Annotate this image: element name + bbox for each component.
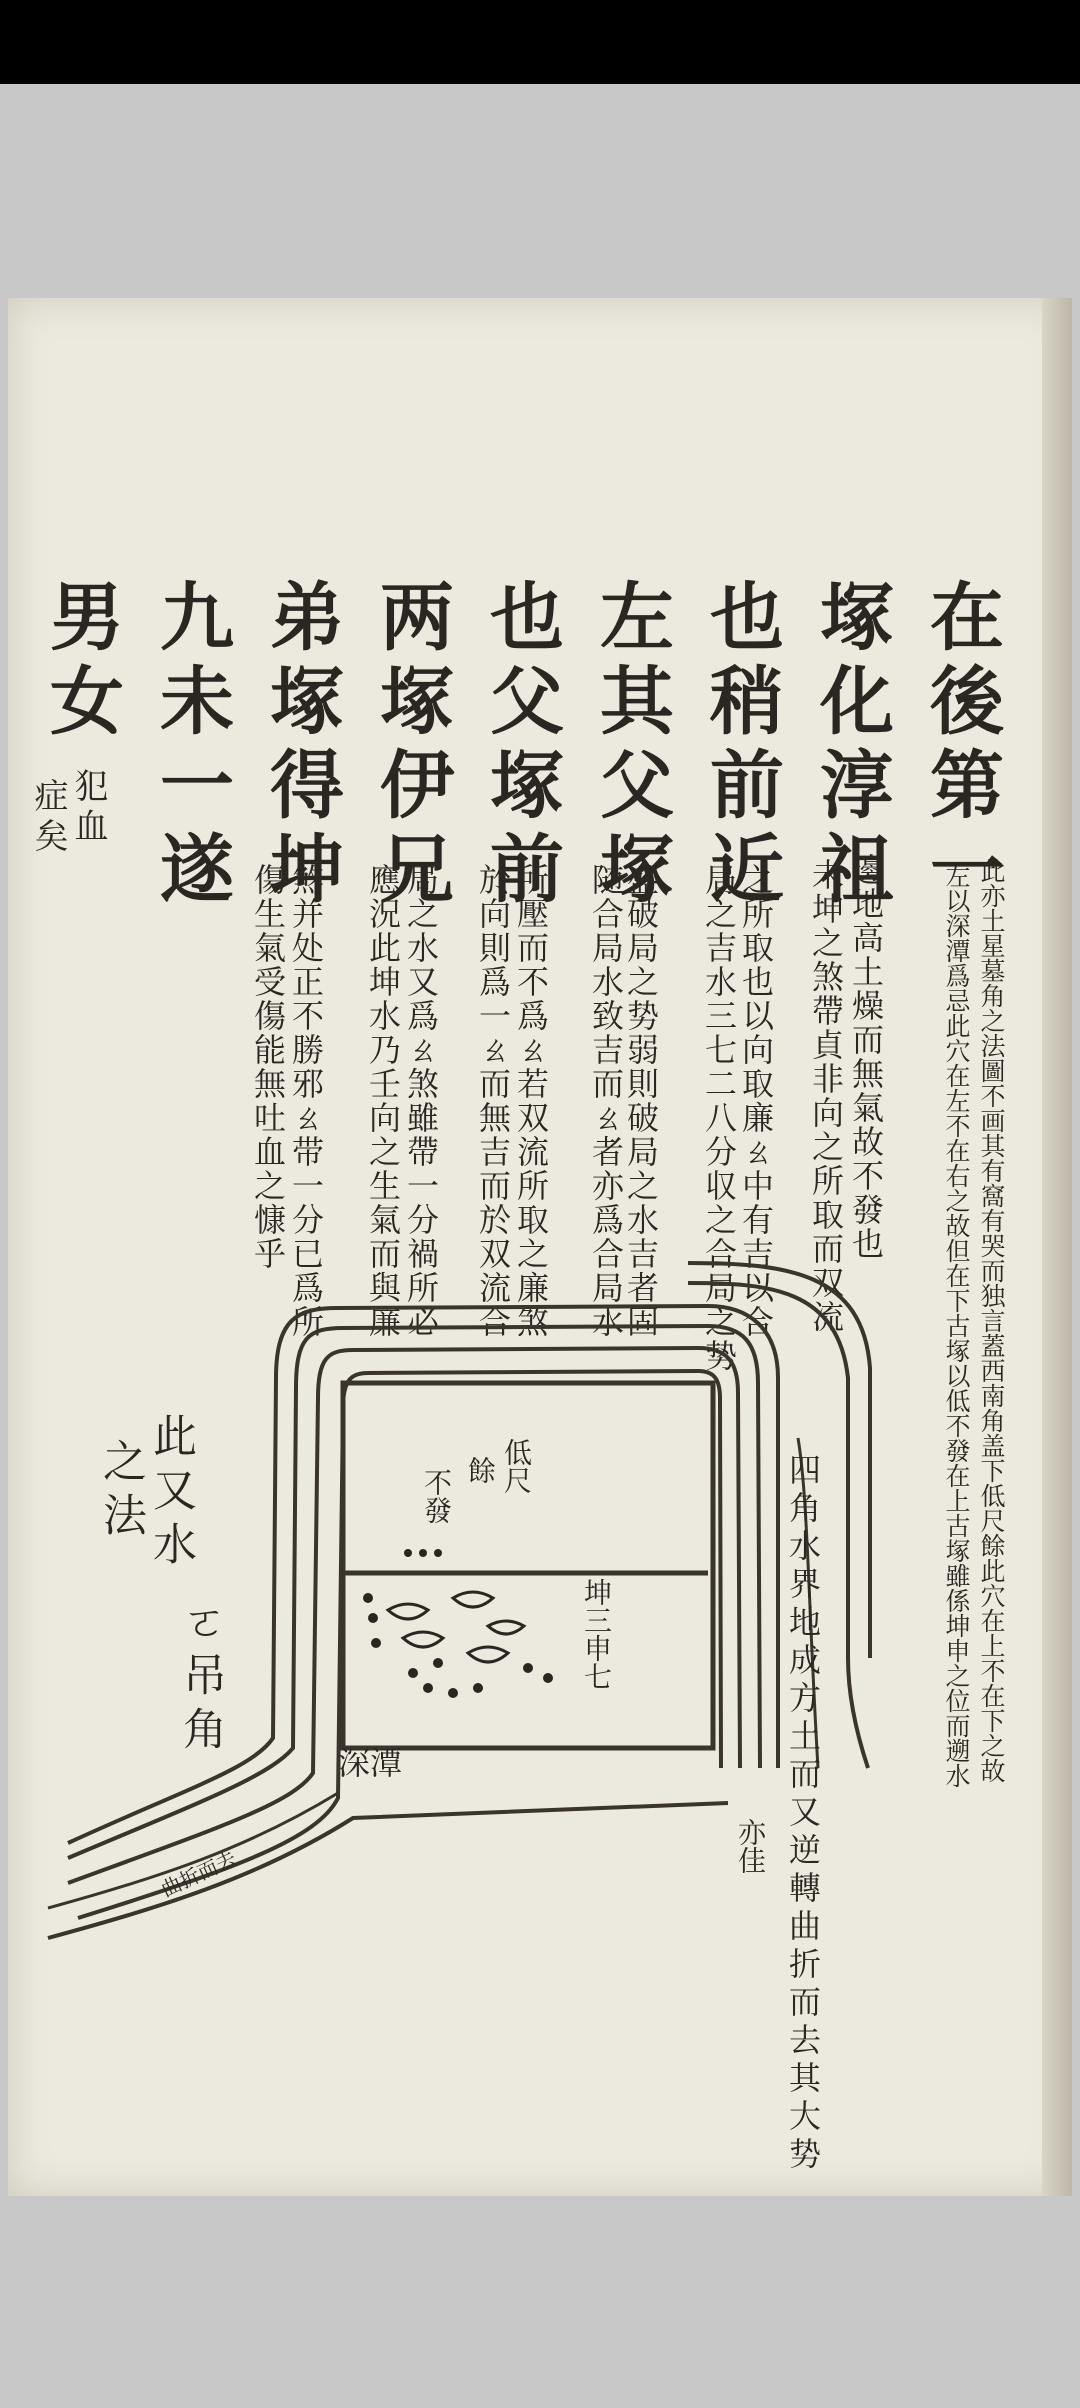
label-not-fa: 不發 — [420, 1468, 453, 1524]
label-four-corner: 四角水界地成方土而又逆轉曲折而去其大势 — [784, 1453, 822, 2175]
main-column-7: 弟塚得坤 — [258, 578, 344, 914]
main-column-3: 也稍前近 — [698, 578, 784, 914]
label-kun: 坤三申七 — [580, 1578, 613, 1690]
annotation-4: 未坤之煞帶貞非向之所取而双流 — [807, 858, 845, 1334]
annotation-11: 局之水又爲ㄠ煞雖帶一分禍所必 — [402, 863, 440, 1339]
label-also-good: 亦佳 — [734, 1818, 767, 1874]
main-column-2: 塚化淳祖 — [808, 578, 894, 914]
annotation-10: 於向則爲一ㄠ而無吉而於双流合 — [474, 863, 512, 1339]
main-column-9: 男女 — [38, 578, 124, 746]
annotation-12: 應況此坤水乃壬向之生氣而與廉 — [364, 863, 402, 1339]
annotation-6: 局之吉水三七二八分収之合局之势 — [700, 863, 738, 1373]
annotation-8: 随合局水致吉而ㄠ者亦爲合局水 — [587, 863, 625, 1339]
status-bar — [0, 0, 1080, 84]
annotation-3: 邊地高土燥而無氣故不發也 — [847, 853, 885, 1261]
main-column-1: 在後第一 — [918, 578, 1004, 914]
diagram-note-1: 此又水 — [145, 1413, 196, 1575]
main-column-9-small-a: 犯血 — [68, 768, 108, 848]
annotation-2: 左以深潭爲忌此穴在左不在右之故但在下古塚以低不發在上古塚雖係坤申之位而遡水 — [942, 863, 971, 1788]
diagram-note-2: 之法 — [95, 1438, 146, 1546]
annotation-9: 所壓而不爲ㄠ若双流所取之廉煞 — [512, 863, 550, 1339]
annotation-7: 盛破局之势弱則破局之水吉者固 — [622, 863, 660, 1339]
main-column-6: 两塚伊兄 — [368, 578, 454, 914]
book-page — [8, 298, 1072, 2196]
annotation-5: 之所取也以向取廉ㄠ中有吉以合 — [737, 863, 775, 1339]
main-column-4: 左其父塚 — [588, 578, 674, 914]
label-yu: 餘 — [464, 1456, 497, 1484]
diagram-note-1b: ㄛ吊角 — [175, 1598, 226, 1760]
annotation-1: 此亦土星墓角之法圖不画其有窩有哭而独言蓋西南角盖下低尺餘此穴在上不在下之故 — [977, 858, 1006, 1783]
label-low-foot: 低尺 — [500, 1438, 533, 1494]
main-column-5: 也父塚前 — [478, 578, 564, 914]
main-column-8: 九未一遂 — [148, 578, 234, 914]
annotation-13: 煞并处正不勝邪ㄠ带一分已爲所 — [287, 863, 325, 1339]
water-diagram — [8, 298, 1072, 2196]
label-stream: 曲折而去 — [157, 1846, 240, 1902]
main-column-9-small-b: 症矣 — [28, 778, 68, 858]
annotation-14: 傷生氣受傷能無吐血之慷乎 — [249, 863, 287, 1271]
label-deep-pool: 深潭 — [338, 1744, 403, 1782]
